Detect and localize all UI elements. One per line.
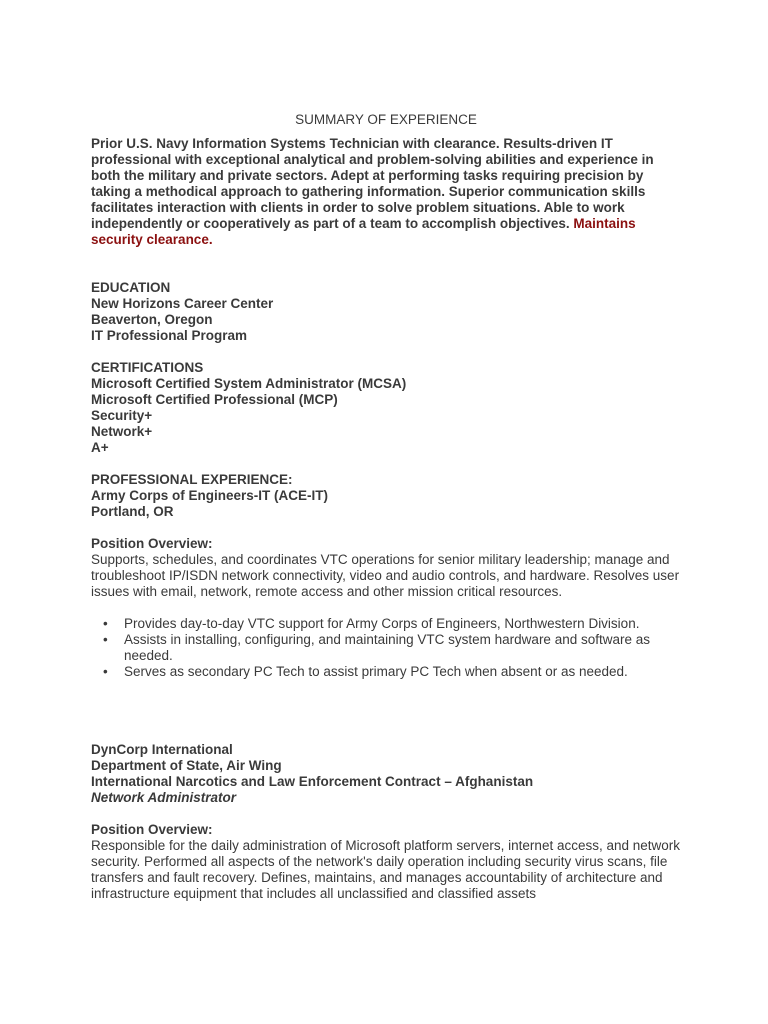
job2-contract: International Narcotics and Law Enforcement Contract – Afghanistan	[91, 774, 534, 789]
list-item	[91, 632, 681, 664]
clearance-highlight: Maintains security clearance	[91, 216, 636, 247]
experience-heading: PROFESSIONAL EXPERIENCE:	[91, 472, 293, 487]
summary-body: Prior U.S. Navy Information Systems Technician with clearance. Results-driven IT professional with exceptional analytical and problem-solving abilities and experience in both the military and private sectors. Adept at performing tasks requiring precision by taking a methodical approach to gathering information. Superior communication skills facilitates interaction with clients in order to solve problem situations. Able to work independently or cooperatively as part of a team to accomplish objectives.	[91, 136, 654, 231]
job1-duties-list	[91, 616, 681, 680]
clearance-highlight-end: .	[208, 232, 213, 247]
list-item	[91, 664, 681, 680]
education-location: Beaverton, Oregon	[91, 312, 213, 327]
certification-item: Microsoft Certified Professional (MCP)	[91, 392, 338, 407]
certifications-section	[91, 360, 681, 456]
education-section	[91, 280, 681, 344]
education-program: IT Professional Program	[91, 328, 248, 343]
job1-location: Portland, OR	[91, 504, 174, 519]
duty-text: Assists in installing, configuring, and maintaining VTC system hardware and software as needed.	[124, 632, 650, 663]
duty-text: Serves as secondary PC Tech to assist primary PC Tech when absent or as needed.	[124, 664, 628, 679]
job2-employer: DynCorp International	[91, 742, 233, 757]
job1-employer: Army Corps of Engineers-IT (ACE-IT)	[91, 488, 329, 503]
job2-department: Department of State, Air Wing	[91, 758, 282, 773]
summary-heading: SUMMARY OF EXPERIENCE	[295, 112, 477, 127]
certification-item: Network+	[91, 424, 153, 439]
certification-item: Security+	[91, 408, 153, 423]
bullet-icon: •	[103, 632, 108, 647]
certification-item: Microsoft Certified System Administrator (MCSA)	[91, 376, 407, 391]
education-heading: EDUCATION	[91, 280, 171, 295]
experience-section	[91, 472, 681, 902]
job2-overview-heading: Position Overview:	[91, 822, 213, 837]
certifications-heading: CERTIFICATIONS	[91, 360, 204, 375]
resume-document	[91, 112, 681, 902]
bullet-icon: •	[103, 616, 108, 631]
certification-item: A+	[91, 440, 109, 455]
education-school: New Horizons Career Center	[91, 296, 274, 311]
summary-paragraph	[91, 136, 681, 248]
job1-overview-text: Supports, schedules, and coordinates VTC operations for senior military leadership; manage and troubleshoot IP/ISDN network connectivity, video and audio controls, and hardware. Resolves user issues with email, network, remote access and other mission critical resources.	[91, 552, 680, 599]
list-item	[91, 616, 681, 632]
job2-title: Network Administrator	[91, 790, 237, 805]
job2-overview-text: Responsible for the daily administration of Microsoft platform servers, internet access, and network security. Performed all aspects of the network's daily operation including security virus scans, file transfers and fault recovery. Defines, maintains, and manages accountability of architecture and infrastructure equipment that includes all unclassified and classified assets	[91, 838, 681, 901]
bullet-icon: •	[103, 664, 108, 679]
job1-overview-heading: Position Overview:	[91, 536, 213, 551]
duty-text: Provides day-to-day VTC support for Army Corps of Engineers, Northwestern Division.	[124, 616, 640, 631]
